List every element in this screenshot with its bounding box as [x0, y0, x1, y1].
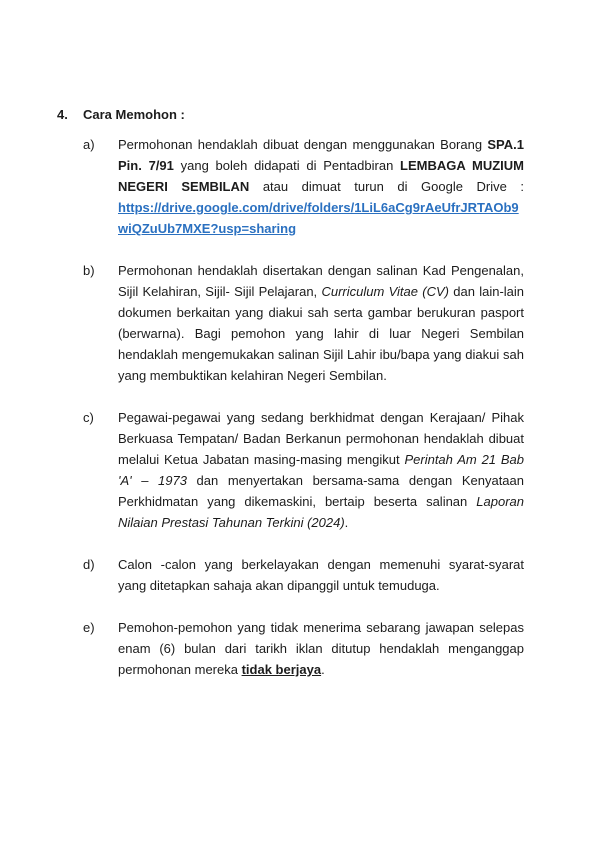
text-run: yang boleh didapati di Pentadbiran [173, 158, 401, 173]
text-run: . [344, 515, 349, 530]
list-item-label: d) [83, 557, 95, 572]
list-item-text [118, 554, 524, 596]
google-drive-link[interactable]: https://drive.google.com/drive/folders/1LiL6aCg9rAeUfrJRTAOb9wiQZuUb7MXE?usp=sharing [118, 200, 519, 236]
list-item-label: a) [83, 137, 95, 152]
text-run: . [321, 662, 325, 677]
list-item-label: c) [83, 410, 94, 425]
text-run: Perintah Am 21 Bab 'A' – 1973 [118, 452, 524, 488]
list-item-b [83, 260, 600, 386]
text-run: Pemohon-pemohon yang tidak menerima sebarang jawapan selepas enam (6) bulan dari tarikh iklan ditutup hendaklah menganggap permohonan mereka [118, 620, 524, 677]
section-heading [57, 104, 600, 125]
list-item-label: e) [83, 620, 95, 635]
list-item-text [118, 407, 524, 533]
text-run: dan lain-lain dokumen berkaitan yang diakui sah serta gambar berukuran pasport (berwarna). Bagi pemohon yang lahir di luar Negeri Sembilan hendaklah mengemukakan salinan Sijil Lahir ibu/bapa yang diakui sah yang membuktikan kelahiran Negeri Sembilan. [118, 284, 525, 383]
text-run: dan menyertakan bersama-sama dengan Kenyataan Perkhidmatan yang dikemaskini, bertaip beserta salinan [118, 473, 524, 509]
list-item-c [83, 407, 600, 533]
list-item-d [83, 554, 600, 596]
list-item-text [118, 617, 524, 680]
section-title: Cara Memohon : [83, 107, 185, 122]
list-item-a [83, 134, 600, 239]
section-number: 4. [57, 107, 68, 122]
text-run: atau dimuat turun di Google Drive : [249, 179, 524, 194]
text-run: Permohonan hendaklah dibuat dengan menggunakan Borang [118, 137, 488, 152]
list-item-text [118, 260, 524, 386]
list-item-e [83, 617, 600, 680]
text-run: Permohonan hendaklah disertakan dengan salinan Kad Pengenalan, Sijil Kelahiran, Sijil- Sijil Pelajaran, [118, 263, 524, 299]
text-run: Laporan Nilaian Prestasi Tahunan Terkini (2024) [118, 494, 524, 530]
text-run: tidak berjaya [241, 662, 322, 677]
text-run: SPA.1 Pin. 7/91 [118, 137, 524, 173]
text-run: LEMBAGA MUZIUM NEGERI SEMBILAN [118, 158, 525, 194]
text-run: Curriculum Vitae (CV) [321, 284, 449, 299]
text-run: Calon -calon yang berkelayakan dengan memenuhi syarat-syarat yang ditetapkan sahaja akan dipanggil untuk temuduga. [118, 557, 524, 593]
list-item-text [118, 134, 524, 239]
list-item-label: b) [83, 263, 95, 278]
text-run: Pegawai-pegawai yang sedang berkhidmat dengan Kerajaan/ Pihak Berkuasa Tempatan/ Badan Berkanun permohonan hendaklah dibuat melalui Ketua Jabatan masing-masing mengikut [118, 410, 524, 467]
